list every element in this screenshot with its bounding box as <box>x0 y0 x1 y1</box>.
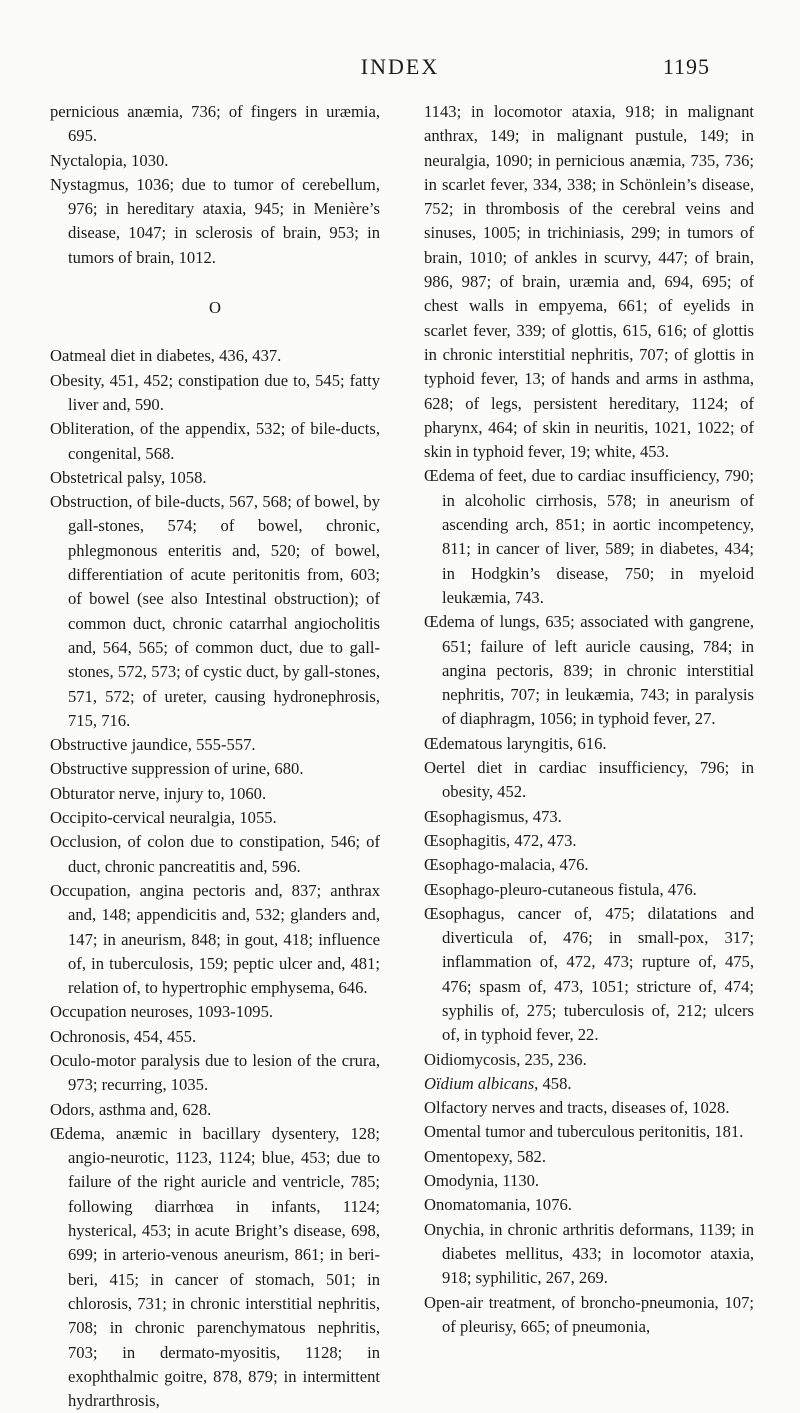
running-head-title: INDEX <box>360 54 440 79</box>
index-entry-continued: 1143; in locomotor ataxia, 918; in malignant anthrax, 149; in malignant pustule, 149; in neuralgia, 1090; in pernicious anæmia, 735, 736; in scarlet fever, 334, 338; in Schönlein’s disease, 752; in thrombosis of the cerebral veins and sinuses, 1005; in trichiniasis, 299; in tumors of brain, 1010; of ankles in scurvy, 447; of brain, 986, 987; of brain, uræmia and, 694, 695; of chest walls in empyema, 661; of eyelids in scarlet fever, 339; of glottis, 615, 616; of glottis in chronic interstitial nephritis, 707; of glottis in typhoid fever, 13; of hands and arms in asthma, 628; of legs, persistent hereditary, 1124; of pharynx, 464; of skin in neuritis, 1021, 1022; of skin in typhoid fever, 19; white, 453. <box>424 102 754 462</box>
italic-term-pages: , 458. <box>534 1073 572 1093</box>
index-entry: Obliteration, of the appendix, 532; of bile-ducts, congenital, 568. <box>50 419 380 463</box>
index-entry: Œdema of lungs, 635; associated with gangrene, 651; failure of left auricle causing, 784; in angina pectoris, 839; in chronic interstitial nephritis, 707; in leukæmia, 743; in paralysis of diaphragm, 1056; in typhoid fever, 27. <box>424 612 754 729</box>
index-entry: Odors, asthma and, 628. <box>50 1099 212 1119</box>
index-entry: Œdema of feet, due to cardiac insufficiency, 790; in alcoholic cirrhosis, 578; in aneurism of ascending arch, 851; in aortic incompetency, 811; in cancer of liver, 589; in diabetes, 434; in Hodgkin’s disease, 750; in myeloid leukæmia, 743. <box>424 466 754 607</box>
index-entry: Œdematous laryngitis, 616. <box>424 733 607 753</box>
index-entry: pernicious anæmia, 736; of fingers in uræmia, 695. <box>50 102 380 146</box>
index-entry: Oatmeal diet in diabetes, 436, 437. <box>50 346 282 366</box>
index-entry: Obturator nerve, injury to, 1060. <box>50 783 267 803</box>
index-entry: Ochronosis, 454, 455. <box>50 1026 197 1046</box>
index-entry: Omentopexy, 582. <box>424 1146 546 1166</box>
index-entry: Œdema, anæmic in bacillary dysentery, 128; angio-neurotic, 1123, 1124; blue, 453; due to failure of the right auricle and ventricle, 785; following diarrhœa in infants, 1124; hysterical, 453; in acute Bright’s disease, 698, 699; in arterio-venous aneurism, 861; in beri-beri, 415; in cancer of stomach, 501; in chlorosis, 731; in chronic interstitial nephritis, 708; in chronic parenchymatous nephritis, 703; in dermato-myositis, 1128; in exophthalmic goitre, 878, 879; in intermittent hydrarthrosis, <box>50 1123 380 1411</box>
index-entry: Obstructive jaundice, 555-557. <box>50 735 256 755</box>
index-entry: Open-air treatment, of broncho-pneumonia, 107; of pleurisy, 665; of pneumonia, <box>424 1292 754 1336</box>
index-entry: Nystagmus, 1036; due to tumor of cerebellum, 976; in hereditary ataxia, 945; in Menière’s disease, 1047; in sclerosis of brain, 953; in tumors of brain, 1012. <box>50 174 380 267</box>
index-entry: Olfactory nerves and tracts, diseases of, 1028. <box>424 1098 730 1118</box>
right-column <box>424 100 754 1339</box>
index-entry: Œsophagitis, 472, 473. <box>424 830 577 850</box>
index-entry: Occipito-cervical neuralgia, 1055. <box>50 808 277 828</box>
index-entry: Onomatomania, 1076. <box>424 1195 572 1215</box>
index-entry: Nyctalopia, 1030. <box>50 150 169 170</box>
index-entry: Œsophagismus, 473. <box>424 806 562 826</box>
index-entry: Oertel diet in cardiac insufficiency, 796; in obesity, 452. <box>424 758 754 802</box>
running-head <box>0 54 800 84</box>
index-entry: Oidiomycosis, 235, 236. <box>424 1049 587 1069</box>
index-entry: Œsophago-pleuro-cutaneous fistula, 476. <box>424 879 697 899</box>
section-letter-heading: O <box>209 298 221 318</box>
index-entry: Occupation neuroses, 1093-1095. <box>50 1002 274 1022</box>
index-entry: Obesity, 451, 452; constipation due to, 545; fatty liver and, 590. <box>50 370 380 414</box>
page-number: 1195 <box>662 54 710 79</box>
italic-term: Oïdium albicans <box>424 1073 535 1093</box>
index-entry: Oculo-motor paralysis due to lesion of the crura, 973; recurring, 1035. <box>50 1050 380 1095</box>
index-entry: Onychia, in chronic arthritis deformans, 1139; in diabetes mellitus, 433; in locomotor ataxia, 918; syphilitic, 267, 269. <box>424 1219 754 1288</box>
index-entry: Obstetrical palsy, 1058. <box>50 467 207 487</box>
index-entry: Omental tumor and tuberculous peritonitis, 181. <box>424 1122 744 1142</box>
index-entry: Obstructive suppression of urine, 680. <box>50 759 304 779</box>
index-entry: Obstruction, of bile-ducts, 567, 568; of bowel, by gall-stones, 574; of bowel, chronic, phlegmonous enteritis and, 520; of bowel, differentiation of acute peritonitis from, 603; of bowel (see also Intestinal obstruction); of common duct, chronic catarrhal angiocholitis and, 564, 565; of common duct, due to gall-stones, 572, 573; of cystic duct, by gall-stones, 571, 572; of ureter, causing hydronephrosis, 715, 716. <box>50 492 380 730</box>
index-entry: Œsophago-malacia, 476. <box>424 855 589 875</box>
index-entry: Omodynia, 1130. <box>424 1171 540 1191</box>
index-entry: Occupation, angina pectoris and, 837; anthrax and, 148; appendicitis and, 532; glanders and, 147; in aneurism, 848; in gout, 418; influence of, in tuberculosis, 159; peptic ulcer and, 481; relation of, to hypertrophic emphysema, 646. <box>50 880 380 998</box>
index-entry: Œsophagus, cancer of, 475; dilatations and diverticula of, 476; in small-pox, 317; inflammation of, 472, 473; rupture of, 475, 476; spasm of, 473, 1051; stricture of, 474; syphilis of, 275; tuberculosis of, 212; ulcers of, in typhoid fever, 22. <box>424 903 754 1045</box>
index-entry: Occlusion, of colon due to constipation, 546; of duct, chronic pancreatitis and, 596. <box>50 832 380 876</box>
index-entry-italic <box>424 1072 754 1096</box>
left-column <box>50 100 380 1413</box>
